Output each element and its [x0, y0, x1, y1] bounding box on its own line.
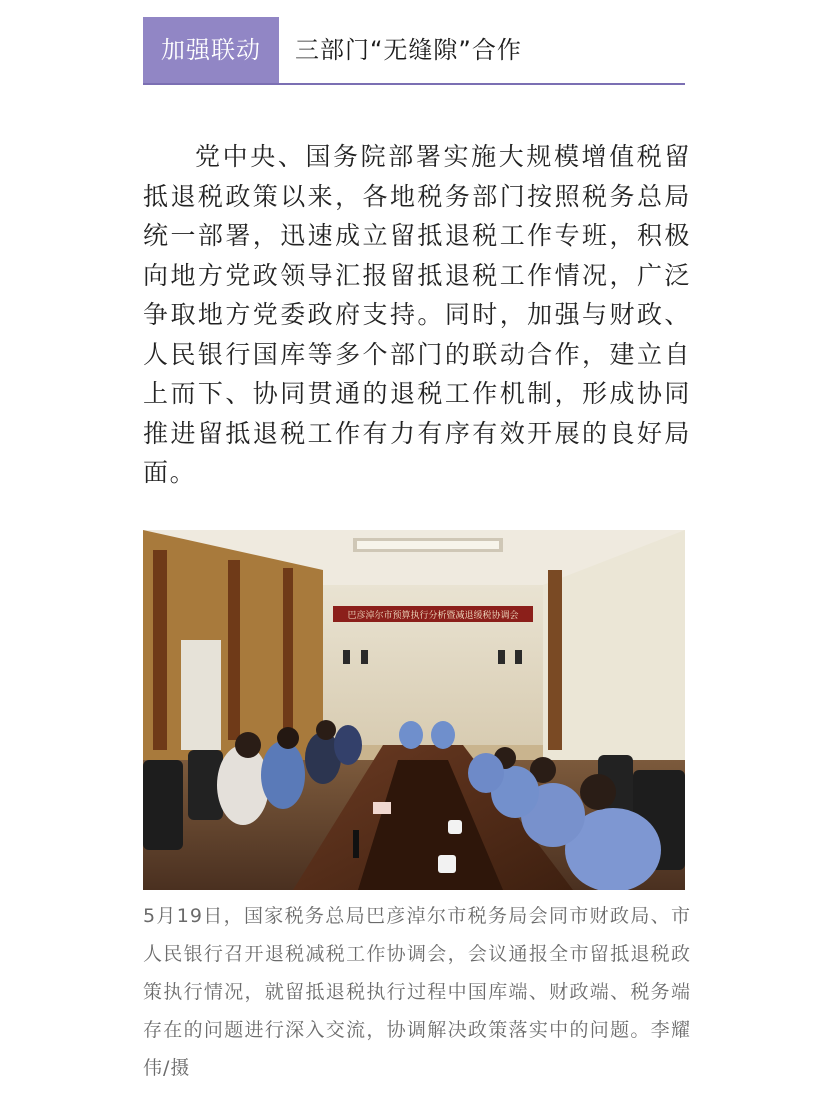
photo-caption: 5月19日，国家税务总局巴彦淖尔市税务局会同市财政局、市人民银行召开退税减税工作协调会，会议通报全市留抵退税政策执行情况，就留抵退税执行过程中国库端、财政端、税务端存在的问题进行深入交流，协调解决政策落实中的问题。李耀伟/摄	[143, 905, 691, 1079]
meeting-photo	[143, 530, 685, 890]
section-header	[143, 17, 685, 85]
article-paragraph: 党中央、国务院部署实施大规模增值税留抵退税政策以来，各地税务部门按照税务总局统一部署，迅速成立留抵退税工作专班，积极向地方党政领导汇报留抵退税工作情况，广泛争取地方党委政府支持。同时，加强与财政、人民银行国库等多个部门的联动合作，建立自上而下、协同贯通的退税工作机制，形成协同推进留抵退税工作有力有序有效开展的良好局面。	[143, 142, 691, 487]
section-title: 三部门“无缝隙”合作	[295, 36, 522, 64]
meeting-banner-text: 巴彦淖尔市预算执行分析暨减退缓税协调会	[347, 611, 519, 621]
section-tag: 加强联动	[143, 17, 279, 83]
